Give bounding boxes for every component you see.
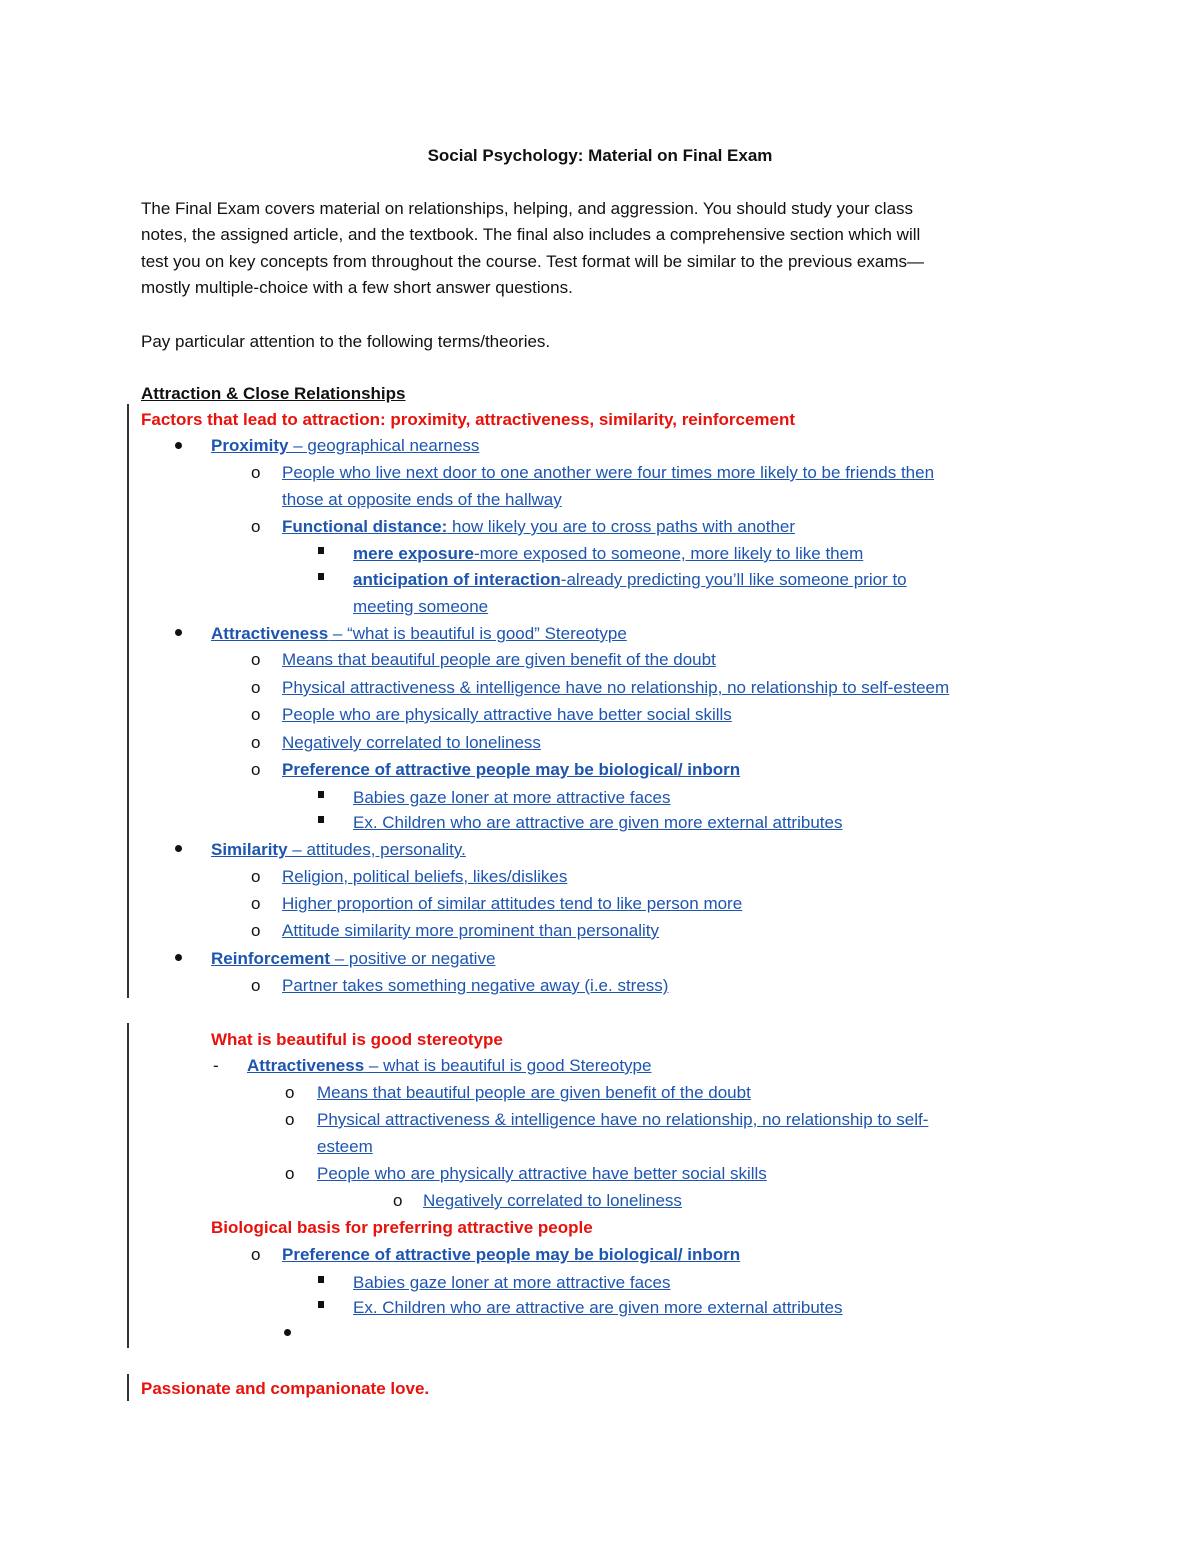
list-item: Negatively correlated to loneliness [423, 1191, 682, 1210]
list-item-continuation: esteem [317, 1137, 373, 1156]
term-definition: – “what is beautiful is good” Stereotype [328, 624, 627, 643]
term-label: Similarity [211, 840, 288, 859]
term-definition: – positive or negative [330, 949, 496, 968]
list-item-similarity [211, 839, 466, 861]
term-definition: how likely you are to cross paths with another [447, 517, 796, 536]
circle-bullet-icon: o [251, 867, 261, 886]
term-label: Attractiveness [211, 624, 329, 643]
term-label: Attractiveness [247, 1056, 365, 1075]
square-bullet-icon [318, 791, 324, 798]
list-item: Religion, political beliefs, likes/dislikes [282, 867, 568, 886]
section-heading-attraction: Attraction & Close Relationships [141, 384, 406, 403]
term-definition: – what is beautiful is good Stereotype [364, 1056, 652, 1075]
square-bullet-icon [318, 816, 324, 823]
section-heading-love: Passionate and companionate love. [141, 1379, 430, 1398]
term-label: Proximity [211, 436, 289, 455]
list-item-functional-distance [282, 516, 795, 538]
circle-bullet-icon: o [251, 678, 261, 697]
term-label: Functional distance: [282, 517, 448, 536]
intro-line: mostly multiple-choice with a few short answer questions. [141, 278, 573, 297]
circle-bullet-icon: o [285, 1083, 295, 1102]
intro-line: notes, the assigned article, and the textbook. The final also includes a comprehensive section which will [141, 225, 921, 244]
square-bullet-icon [318, 573, 324, 580]
circle-bullet-icon: o [251, 921, 261, 940]
square-bullet-icon [318, 1276, 324, 1283]
list-item: Ex. Children who are attractive are given more external attributes [353, 813, 843, 832]
term-definition: – attitudes, personality. [287, 840, 466, 859]
list-item: People who are physically attractive have better social skills [317, 1164, 767, 1183]
list-item-anticipation [353, 569, 907, 591]
dash-bullet: - [213, 1056, 219, 1075]
list-item: Babies gaze loner at more attractive faces [353, 1273, 671, 1292]
term-definition: – geographical nearness [288, 436, 480, 455]
list-item: Higher proportion of similar attitudes tend to like person more [282, 894, 743, 913]
list-item-mere-exposure [353, 543, 863, 565]
circle-bullet-icon: o [251, 894, 261, 913]
list-item-biological: Preference of attractive people may be biological/ inborn [282, 760, 741, 779]
section-heading-biological: Biological basis for preferring attractive people [211, 1218, 593, 1237]
change-bar [127, 1023, 129, 1348]
circle-bullet-icon: o [285, 1164, 295, 1183]
circle-bullet-icon: o [251, 976, 261, 995]
term-label: mere exposure [353, 544, 474, 563]
list-item: Physical attractiveness & intelligence have no relationship, no relationship to self- [317, 1110, 929, 1129]
bullet-icon [175, 845, 182, 852]
list-item: Means that beautiful people are given benefit of the doubt [282, 650, 716, 669]
bullet-icon [175, 442, 182, 449]
circle-bullet-icon: o [251, 463, 261, 482]
list-item-continuation: those at opposite ends of the hallway [282, 490, 562, 509]
term-label: anticipation of interaction [353, 570, 561, 589]
circle-bullet-icon: o [251, 517, 261, 536]
list-item-biological: Preference of attractive people may be biological/ inborn [282, 1245, 741, 1264]
intro-line: The Final Exam covers material on relationships, helping, and aggression. You should study your class [141, 199, 914, 218]
circle-bullet-icon: o [251, 760, 261, 779]
circle-bullet-icon: o [285, 1110, 295, 1129]
list-item: Attitude similarity more prominent than personality [282, 921, 659, 940]
factors-heading: Factors that lead to attraction: proximity, attractiveness, similarity, reinforcement [141, 410, 796, 429]
list-item-continuation: meeting someone [353, 597, 489, 616]
change-bar [127, 404, 129, 998]
circle-bullet-icon: o [393, 1191, 403, 1210]
circle-bullet-icon: o [251, 705, 261, 724]
intro-line: test you on key concepts from throughout the course. Test format will be similar to the previous exams— [141, 252, 924, 271]
list-item-attractiveness [211, 623, 627, 645]
list-item: Negatively correlated to loneliness [282, 733, 541, 752]
circle-bullet-icon: o [251, 733, 261, 752]
list-item: Babies gaze loner at more attractive faces [353, 788, 671, 807]
list-item: People who live next door to one another were four times more likely to be friends then [282, 463, 935, 482]
change-bar [127, 1374, 129, 1401]
bullet-icon [175, 954, 182, 961]
bullet-icon [175, 629, 182, 636]
square-bullet-icon [318, 547, 324, 554]
section-heading-stereotype: What is beautiful is good stereotype [211, 1030, 503, 1049]
instruction-text: Pay particular attention to the following terms/theories. [141, 332, 551, 351]
list-item-reinforcement [211, 948, 495, 970]
list-item: Means that beautiful people are given benefit of the doubt [317, 1083, 751, 1102]
term-definition: -more exposed to someone, more likely to like them [473, 544, 864, 563]
list-item: Physical attractiveness & intelligence have no relationship, no relationship to self-esteem [282, 678, 950, 697]
list-item-proximity [211, 435, 479, 457]
circle-bullet-icon: o [251, 1245, 261, 1264]
list-item: Ex. Children who are attractive are given more external attributes [353, 1298, 843, 1317]
circle-bullet-icon: o [251, 650, 261, 669]
term-label: Reinforcement [211, 949, 331, 968]
square-bullet-icon [318, 1301, 324, 1308]
list-item-attractiveness [247, 1055, 651, 1077]
list-item: Partner takes something negative away (i.e. stress) [282, 976, 669, 995]
list-item: People who are physically attractive have better social skills [282, 705, 732, 724]
term-definition: -already predicting you’ll like someone prior to [560, 570, 907, 589]
page-title: Social Psychology: Material on Final Exam [427, 146, 773, 165]
bullet-icon [284, 1329, 291, 1336]
